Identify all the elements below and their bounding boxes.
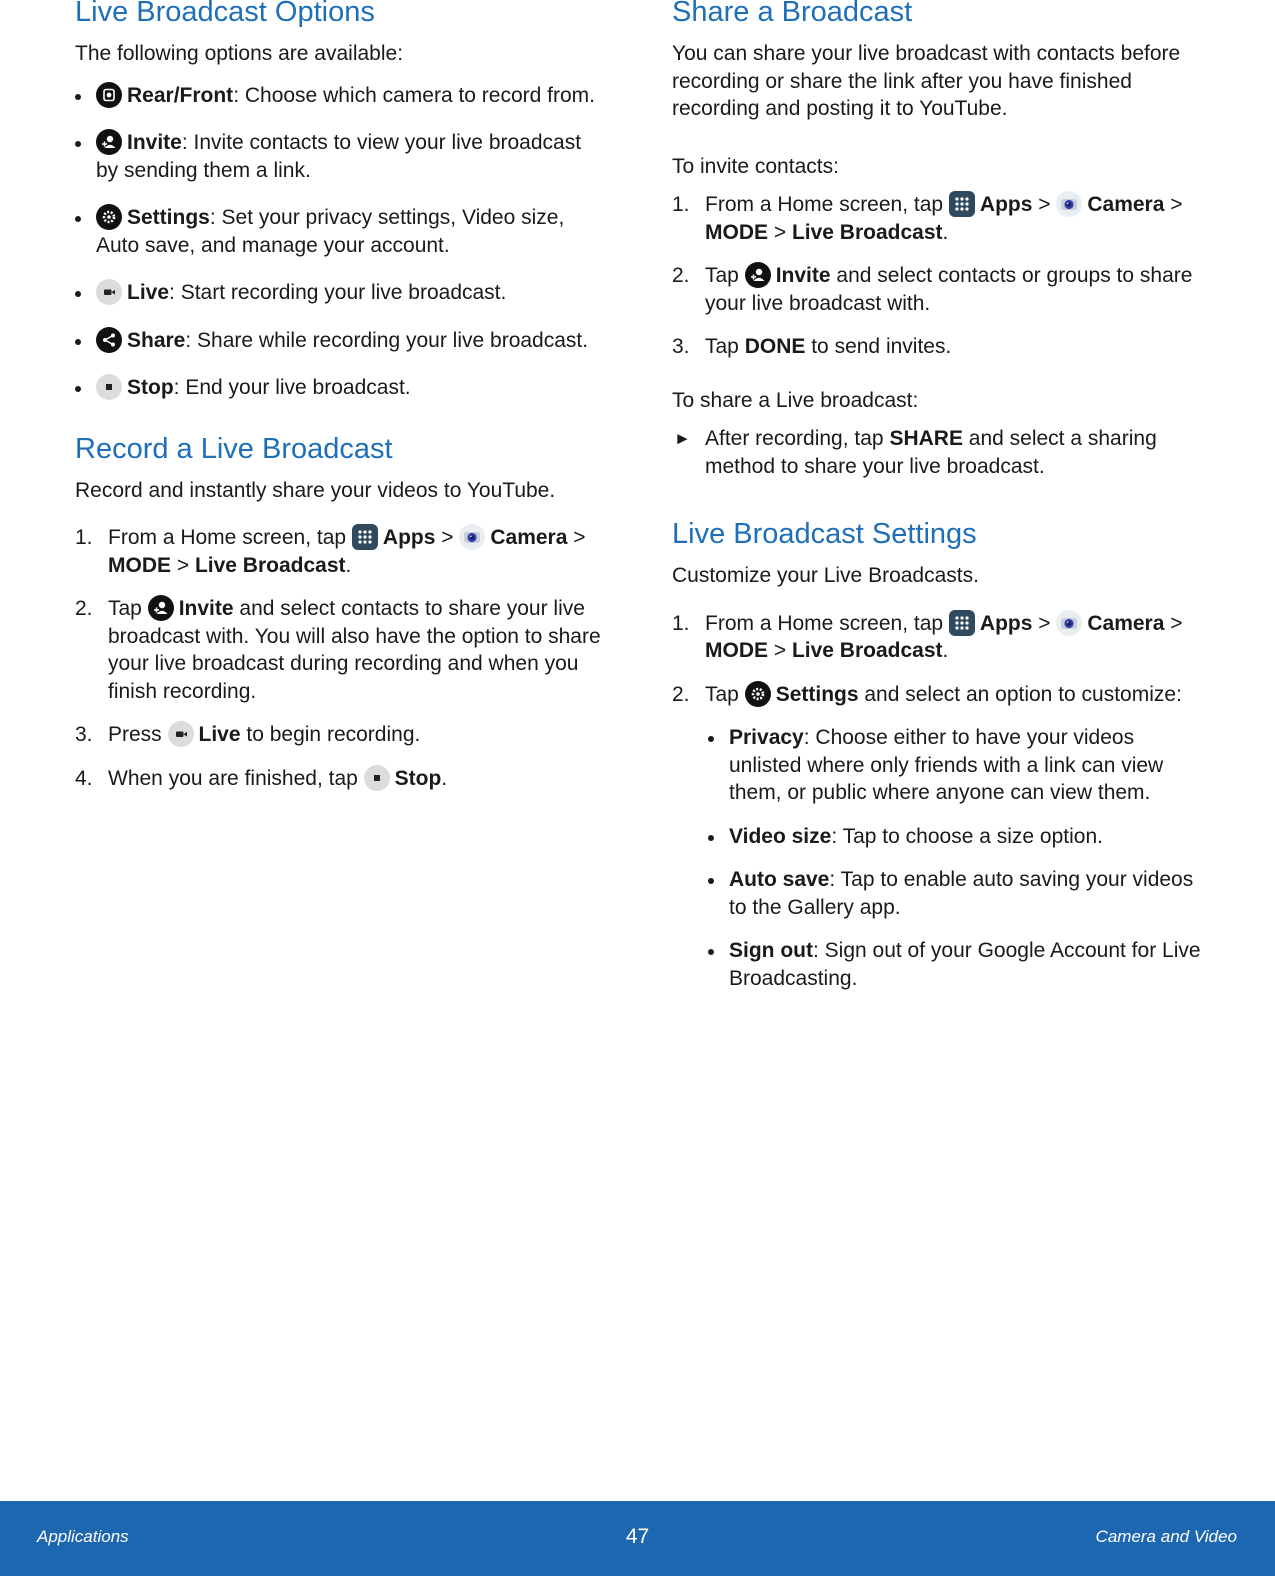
separator: > <box>435 526 460 549</box>
invite-steps <box>672 191 1212 361</box>
camera-app-icon <box>1056 191 1082 217</box>
option-label: Stop <box>127 376 174 399</box>
share-live-intro: To share a Live broadcast: <box>672 388 919 412</box>
setting-sign-out <box>705 937 1212 992</box>
record-steps <box>75 524 605 792</box>
step-text: Tap <box>705 264 745 287</box>
step-text: When you are finished, tap <box>108 766 364 790</box>
step-text: Tap <box>705 335 745 358</box>
punctuation: . <box>942 220 949 244</box>
option-invite <box>75 129 605 184</box>
left-column <box>75 0 605 808</box>
option-label: Settings <box>127 206 210 229</box>
step-text: From a Home screen, tap <box>705 611 949 635</box>
option-label: Live <box>127 281 170 304</box>
invite-icon <box>96 129 122 155</box>
record-intro: Record and instantly share your videos to YouTube. <box>75 478 556 502</box>
separator: > <box>1032 611 1057 635</box>
invite-label: Invite <box>178 597 234 620</box>
step-text: and select a sharing method to share your live broadcast. <box>705 427 1157 478</box>
stop-icon <box>96 374 122 400</box>
step-number: 3. <box>672 335 690 358</box>
camera-switch-icon <box>96 82 122 108</box>
live-broadcast-label: Live Broadcast <box>194 553 346 577</box>
setting-text: : Choose either to have your videos unlisted where only friends with a link can view them, or public where anyone can view them. <box>729 726 1164 804</box>
record-step-4 <box>75 765 605 793</box>
options-list <box>75 82 605 402</box>
setting-video-size <box>705 823 1212 851</box>
option-text: : Share while recording your live broadcast. <box>185 328 589 352</box>
invite-label: Invite <box>775 264 831 287</box>
apps-grid-icon <box>352 524 378 550</box>
stop-icon <box>364 765 390 791</box>
step-text: From a Home screen, tap <box>108 526 352 549</box>
step-text: and select contacts or groups to share your live broadcast with. <box>705 264 1193 315</box>
option-text: : End your live broadcast. <box>173 376 411 399</box>
step-number: 2. <box>672 264 690 287</box>
separator: > <box>171 553 195 577</box>
step-text: Tap <box>108 597 148 620</box>
settings-steps <box>672 610 1212 993</box>
live-broadcast-label: Live Broadcast <box>791 639 943 662</box>
invite-icon <box>148 595 174 621</box>
step-text: Tap <box>705 682 745 706</box>
settings-gear-icon <box>745 681 771 707</box>
setting-text: : Tap to choose a size option. <box>831 824 1103 848</box>
setting-label: Privacy <box>729 726 804 749</box>
settings-label: Settings <box>775 682 859 706</box>
setting-text: : Sign out of your Google Account for Live Broadcasting. <box>729 939 1201 990</box>
option-label: Rear/Front <box>127 83 234 107</box>
done-label: DONE <box>744 335 806 358</box>
setting-label: Auto save <box>729 868 830 891</box>
right-column <box>672 0 1212 1008</box>
invite-step-2 <box>672 262 1212 317</box>
camera-label: Camera <box>1087 193 1165 216</box>
option-rear-front <box>75 82 605 110</box>
step-number: 1. <box>75 526 93 549</box>
step-text: and select contacts to share your live broadcast with. You will also have the option to share your live broadcast during recording and when you finish recording. <box>108 597 601 703</box>
step-text: After recording, tap <box>705 427 890 450</box>
option-label: Invite <box>127 131 182 154</box>
page-footer <box>0 1501 1275 1576</box>
mode-label: MODE <box>705 639 768 662</box>
apps-grid-icon <box>949 610 975 636</box>
punctuation: . <box>345 553 352 577</box>
invite-step-3 <box>672 333 1212 361</box>
live-video-icon <box>96 279 122 305</box>
step-text: to begin recording. <box>240 723 421 746</box>
stop-label: Stop <box>394 766 442 790</box>
page-number: 47 <box>625 1525 650 1548</box>
heading-live-broadcast-options: Live Broadcast Options <box>75 0 375 28</box>
invite-icon <box>745 262 771 288</box>
setting-label: Sign out <box>729 939 813 962</box>
record-step-1 <box>75 524 605 579</box>
option-share <box>75 327 605 355</box>
separator: > <box>768 639 792 662</box>
apps-label: Apps <box>979 611 1033 635</box>
option-live <box>75 279 605 307</box>
arrow-bullet-icon: ► <box>674 429 691 448</box>
apps-label: Apps <box>382 526 436 549</box>
step-number: 4. <box>75 766 93 790</box>
share-label: SHARE <box>889 427 963 450</box>
setting-label: Video size <box>729 824 832 848</box>
share-icon <box>96 327 122 353</box>
settings-intro: Customize your Live Broadcasts. <box>672 564 979 587</box>
step-text: and select an option to customize: <box>858 682 1182 706</box>
step-number: 3. <box>75 723 93 746</box>
camera-label: Camera <box>1087 611 1165 635</box>
apps-grid-icon <box>949 191 975 217</box>
footer-section-right: Camera and Video <box>1095 1527 1237 1546</box>
live-broadcast-label: Live Broadcast <box>791 220 943 244</box>
settings-options-list <box>705 724 1212 992</box>
setting-privacy <box>705 724 1212 807</box>
settings-step-1 <box>672 610 1212 665</box>
record-step-3 <box>75 721 605 749</box>
option-text: : Set your privacy settings, Video size, Auto save, and manage your account. <box>96 206 565 257</box>
separator: > <box>768 220 792 244</box>
heading-record-live-broadcast: Record a Live Broadcast <box>75 432 393 465</box>
settings-gear-icon <box>96 204 122 230</box>
heading-share-broadcast: Share a Broadcast <box>672 0 913 28</box>
record-step-2 <box>75 595 605 705</box>
setting-text: : Tap to enable auto saving your videos to the Gallery app. <box>729 868 1194 919</box>
option-text: : Start recording your live broadcast. <box>169 281 507 304</box>
live-label: Live <box>198 723 241 746</box>
step-text: Press <box>108 723 168 746</box>
step-number: 1. <box>672 611 690 635</box>
option-label: Share <box>127 328 186 352</box>
step-text: From a Home screen, tap <box>705 193 949 216</box>
separator: > <box>567 526 586 549</box>
step-text: to send invites. <box>805 335 952 358</box>
punctuation: . <box>942 639 949 662</box>
live-video-icon <box>168 721 194 747</box>
option-stop <box>75 374 605 402</box>
step-number: 2. <box>672 682 690 706</box>
punctuation: . <box>441 766 448 790</box>
separator: > <box>1164 193 1183 216</box>
camera-app-icon <box>459 524 485 550</box>
settings-step-2 <box>672 681 1212 993</box>
option-text: : Invite contacts to view your live broadcast by sending them a link. <box>96 131 582 182</box>
heading-live-broadcast-settings: Live Broadcast Settings <box>672 518 977 550</box>
options-intro: The following options are available: <box>75 42 404 65</box>
camera-app-icon <box>1056 610 1082 636</box>
share-arrow-item <box>672 425 1212 480</box>
separator: > <box>1032 193 1057 216</box>
separator: > <box>1164 611 1183 635</box>
invite-intro: To invite contacts: <box>672 154 839 178</box>
share-intro: You can share your live broadcast with contacts before recording or share the link after you have finished recording and posting it to YouTube. <box>672 42 1181 120</box>
apps-label: Apps <box>979 193 1033 216</box>
invite-step-1 <box>672 191 1212 246</box>
camera-label: Camera <box>490 526 568 549</box>
mode-label: MODE <box>108 553 171 577</box>
option-settings <box>75 204 605 259</box>
mode-label: MODE <box>705 220 768 244</box>
step-number: 2. <box>75 597 93 620</box>
step-number: 1. <box>672 193 690 216</box>
setting-auto-save <box>705 866 1212 921</box>
footer-section-left: Applications <box>37 1527 129 1546</box>
option-text: : Choose which camera to record from. <box>233 83 595 107</box>
